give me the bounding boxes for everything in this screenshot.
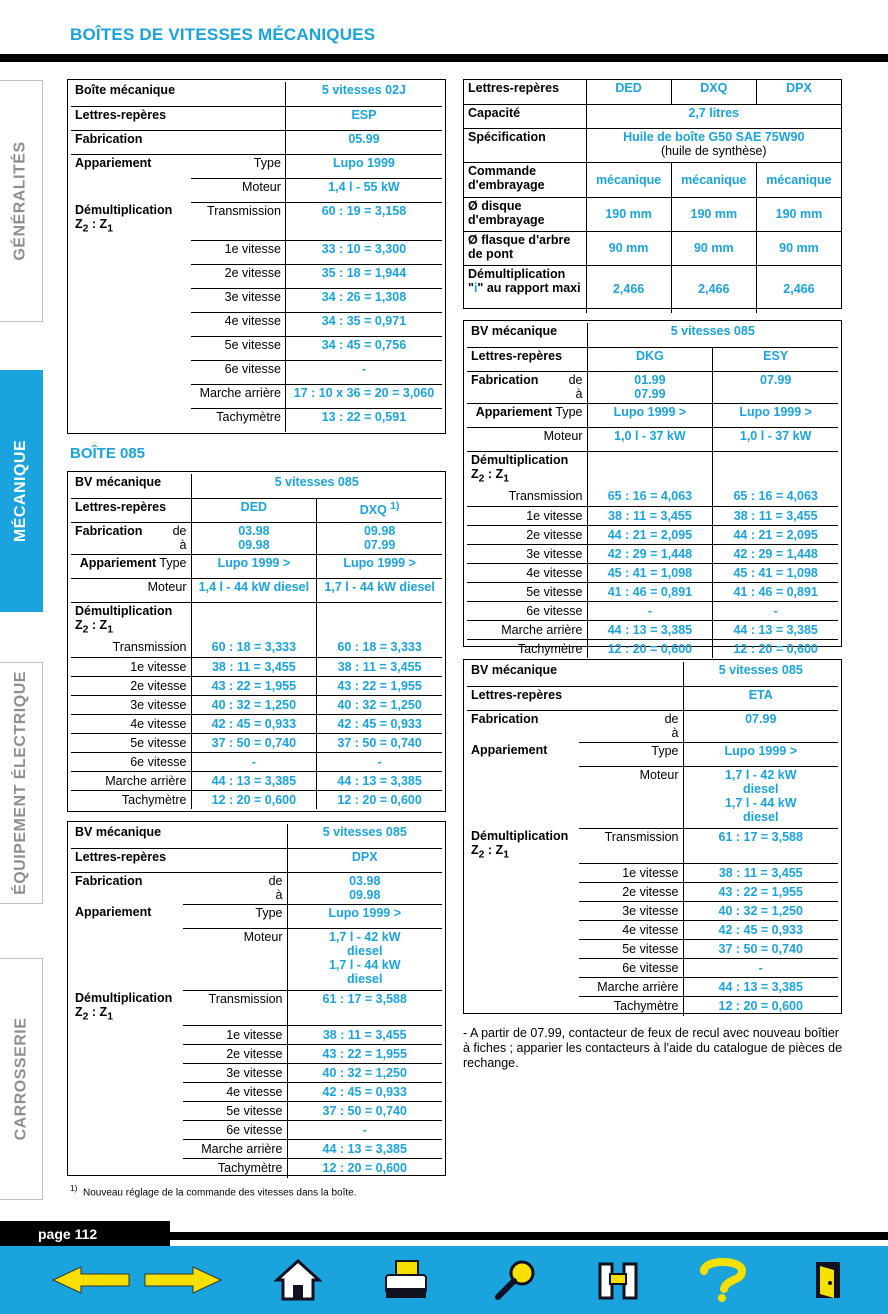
row-label: BV mécanique <box>467 662 683 686</box>
gear-label: Tachymètre <box>613 999 679 1013</box>
cell-value: mécanique <box>756 162 841 197</box>
cell-value: 1,4 l - 44 kW diesel <box>191 578 317 602</box>
row-sublabel: de à <box>183 872 287 904</box>
row-label: Fabrication <box>75 873 143 888</box>
table-085-ded-dxq <box>67 471 446 812</box>
home-icon[interactable] <box>270 1256 326 1304</box>
row-sublabel: Transmission <box>579 828 683 864</box>
cell-value: mécanique <box>671 162 756 197</box>
row-label <box>71 408 191 432</box>
row-label <box>71 264 191 288</box>
row-label: Démultiplication $Z_2$ : $Z_1$ <box>471 829 569 861</box>
row-label: BV mécanique <box>467 323 587 347</box>
gear-value: 60 : 18 = 3,333 <box>317 638 442 657</box>
row-label <box>71 1083 183 1102</box>
cell-value: 1,4 l - 55 kW <box>285 178 442 202</box>
gear-label: 2e vitesse <box>191 264 285 288</box>
cell-value: 90 mm <box>671 231 756 265</box>
tab-mecanique[interactable]: MÉCANIQUE <box>0 370 43 612</box>
cell-value: ETA <box>683 686 838 710</box>
cell-value: Huile de boîte G50 SAE 75W90 (huile de synthèse) <box>586 128 841 162</box>
gear-label: 3e vitesse <box>191 288 285 312</box>
gear-value: 33 : 10 = 3,300 <box>285 240 442 264</box>
gear-value: 12 : 20 = 0,600 <box>587 639 713 658</box>
row-label <box>467 978 579 997</box>
gear-value: 38 : 11 = 3,455 <box>587 506 713 525</box>
gear-value: 40 : 32 = 1,250 <box>317 695 442 714</box>
row-sublabel: Moteur <box>183 928 287 990</box>
section-title-085: BOÎTE 085 <box>70 445 146 462</box>
row-label: Fabrication de à <box>71 522 191 554</box>
row-label: Ø disque d'embrayage <box>464 197 586 231</box>
row-label: BV mécanique <box>71 824 287 848</box>
cell-value: 190 mm <box>671 197 756 231</box>
row-label: Appariement Type <box>467 403 587 427</box>
gear-value: 40 : 32 = 1,250 <box>191 695 317 714</box>
gear-label: 2e vitesse <box>467 525 587 544</box>
gear-label: 5e vitesse <box>71 733 191 752</box>
gear-value: - <box>287 1121 442 1140</box>
gear-label: 1e vitesse <box>467 506 587 525</box>
row-sublabel: Moteur <box>71 578 191 602</box>
row-label: Lettres-repères <box>467 347 587 371</box>
row-label: Démultiplication $Z_2$ : $Z_1$ <box>75 991 173 1023</box>
gear-value: 13 : 22 = 0,591 <box>285 408 442 432</box>
cell-value: Lupo 1999 <box>285 154 442 178</box>
gear-label: 1e vitesse <box>183 1026 287 1045</box>
gear-value: 42 : 29 = 1,448 <box>587 544 713 563</box>
gear-value: 38 : 11 = 3,455 <box>191 657 317 676</box>
cell-value: DED <box>191 498 317 522</box>
gear-value: - <box>587 601 713 620</box>
gear-label: 4e vitesse <box>467 563 587 582</box>
gear-label: 5e vitesse <box>579 940 683 959</box>
cell-value: DXQ $^{1)}$ <box>317 498 442 522</box>
gear-value: 44 : 21 = 2,095 <box>587 525 713 544</box>
gear-value: 37 : 50 = 0,740 <box>683 940 838 959</box>
row-label <box>71 336 191 360</box>
tab-carrosserie[interactable]: CARROSSERIE <box>0 958 43 1200</box>
cell-value: 90 mm <box>586 231 671 265</box>
cell-value: Lupo 1999 > <box>317 554 442 578</box>
cell-value <box>191 602 317 638</box>
cell-value <box>587 451 713 487</box>
cell-value: ESP <box>285 106 442 130</box>
gear-value: 43 : 22 = 1,955 <box>683 883 838 902</box>
cell-value: DPX <box>287 848 442 872</box>
row-label <box>71 288 191 312</box>
gear-label: Transmission <box>71 638 191 657</box>
row-label: Lettres-repères <box>464 80 586 104</box>
cell-value: mécanique <box>586 162 671 197</box>
cell-value: DKG <box>587 347 713 371</box>
gear-label: 5e vitesse <box>467 582 587 601</box>
row-sublabel: Type <box>579 742 683 766</box>
gear-value: 37 : 50 = 0,740 <box>287 1102 442 1121</box>
gear-label: 3e vitesse <box>579 902 683 921</box>
gear-value: 42 : 45 = 0,933 <box>287 1083 442 1102</box>
row-label: Fabrication <box>71 130 285 154</box>
row-label: Appariement <box>471 743 548 757</box>
gear-value: 44 : 13 = 3,385 <box>317 771 442 790</box>
gear-value: 34 : 26 = 1,308 <box>285 288 442 312</box>
printer-icon[interactable] <box>378 1256 434 1304</box>
cell-value: 5 vitesses 02J <box>285 82 442 106</box>
row-sublabel: Moteur <box>191 178 285 202</box>
gear-label: Marche arrière <box>579 978 683 997</box>
table-085-eta <box>463 659 842 1014</box>
gear-value: 12 : 20 = 0,600 <box>191 790 317 809</box>
cell-value: 2,7 litres <box>586 104 841 128</box>
row-label <box>71 1121 183 1140</box>
row-label: Lettres-repères <box>71 106 285 130</box>
row-label: Démultiplication $Z_2$ : $Z_1$ <box>75 603 173 635</box>
row-label: BV mécanique <box>71 474 191 498</box>
navigation-bar <box>0 1246 888 1314</box>
cell-value: 61 : 17 = 3,588 <box>287 990 442 1026</box>
row-sublabel: Transmission <box>191 202 285 240</box>
row-label <box>71 312 191 336</box>
gear-value: 42 : 45 = 0,933 <box>191 714 317 733</box>
gear-label: Tachymètre <box>121 792 187 807</box>
row-label <box>467 864 579 883</box>
gear-label: 3e vitesse <box>183 1064 287 1083</box>
cell-value: 5 vitesses 085 <box>683 662 838 686</box>
cell-value: 1,7 l - 42 kW diesel 1,7 l - 44 kW diesel <box>683 766 838 828</box>
gear-label: 3e vitesse <box>467 544 587 563</box>
gear-label: 4e vitesse <box>183 1083 287 1102</box>
row-label: Ø flasque d'arbre de pont <box>464 231 586 265</box>
cell-value: Lupo 1999 > <box>587 403 713 427</box>
row-sublabel: Type <box>183 904 287 928</box>
cell-value: Lupo 1999 > <box>683 742 838 766</box>
cell-value: 190 mm <box>756 197 841 231</box>
row-label <box>71 1140 183 1159</box>
gear-label: Marche arrière <box>191 384 285 408</box>
footnote: $^{1)}$ Nouveau réglage de la commande des vitesses dans la boîte. <box>70 1183 357 1199</box>
row-sublabel: Type <box>191 154 285 178</box>
cell-value: 60 : 19 = 3,158 <box>285 202 442 240</box>
row-label <box>467 959 579 978</box>
gear-label: 6e vitesse <box>579 959 683 978</box>
row-label: Fabrication <box>471 711 539 726</box>
cell-value: 09.98 07.99 <box>317 522 442 554</box>
row-label: Capacité <box>464 104 586 128</box>
gear-value: 37 : 50 = 0,740 <box>191 733 317 752</box>
gear-value: 40 : 32 = 1,250 <box>287 1064 442 1083</box>
help-icon[interactable] <box>690 1256 754 1304</box>
tab-generalites[interactable]: GÉNÉRALITÉS <box>0 80 43 322</box>
gear-value: 60 : 18 = 3,333 <box>191 638 317 657</box>
row-label <box>71 178 191 202</box>
gear-label: 6e vitesse <box>183 1121 287 1140</box>
row-label: Appariement Type <box>71 554 191 578</box>
row-label: Fabrication de à <box>467 371 587 403</box>
row-label <box>467 940 579 959</box>
gear-label: 4e vitesse <box>191 312 285 336</box>
gear-value: 43 : 22 = 1,955 <box>287 1045 442 1064</box>
row-label <box>467 883 579 902</box>
row-label: Spécification <box>464 128 586 162</box>
tab-equipement-electrique[interactable]: ÉQUIPEMENT ÉLECTRIQUE <box>0 662 43 904</box>
gear-value: 42 : 29 = 1,448 <box>713 544 838 563</box>
page-number: page 112 <box>0 1221 170 1247</box>
gear-label: 4e vitesse <box>579 921 683 940</box>
gear-value: 35 : 18 = 1,944 <box>285 264 442 288</box>
gear-value: 44 : 13 = 3,385 <box>587 620 713 639</box>
gear-value: 44 : 21 = 2,095 <box>713 525 838 544</box>
cell-value <box>713 451 838 487</box>
gear-value: 44 : 13 = 3,385 <box>713 620 838 639</box>
gear-label: 6e vitesse <box>71 752 191 771</box>
gear-label: 2e vitesse <box>579 883 683 902</box>
row-label: Commande d'embrayage <box>464 162 586 197</box>
cell-value: 2,466 <box>586 265 671 313</box>
gear-value: 65 : 16 = 4,063 <box>587 487 713 506</box>
gear-value: - <box>713 601 838 620</box>
gear-value: 42 : 45 = 0,933 <box>317 714 442 733</box>
gear-value: 44 : 13 = 3,385 <box>683 978 838 997</box>
cell-value: Lupo 1999 > <box>287 904 442 928</box>
gear-label: Tachymètre <box>517 641 583 656</box>
row-label: Lettres-repères <box>467 686 683 710</box>
search-icon[interactable] <box>488 1256 544 1304</box>
row-label: Lettres-repères <box>71 498 191 522</box>
gear-value: 44 : 13 = 3,385 <box>191 771 317 790</box>
cell-value: ESY <box>713 347 838 371</box>
row-label: Lettres-repères <box>71 848 287 872</box>
gear-value: 38 : 11 = 3,455 <box>713 506 838 525</box>
gear-label: 2e vitesse <box>183 1045 287 1064</box>
gear-label: 1e vitesse <box>71 657 191 676</box>
gear-value: 34 : 45 = 0,756 <box>285 336 442 360</box>
row-label: Démultiplication $Z_2$ : $Z_1$ <box>471 452 569 484</box>
cell-value: 07.99 <box>683 710 838 742</box>
gear-value: 37 : 50 = 0,740 <box>317 733 442 752</box>
cell-value: DED <box>586 80 671 104</box>
table-02j <box>67 79 446 434</box>
cell-value: 1,0 l - 37 kW <box>587 427 713 451</box>
cell-value: 190 mm <box>586 197 671 231</box>
cell-value: 03.98 09.98 <box>287 872 442 904</box>
gear-value: 41 : 46 = 0,891 <box>587 582 713 601</box>
gear-value: - <box>285 360 442 384</box>
row-label <box>71 360 191 384</box>
note-text: - A partir de 07.99, contacteur de feux de recul avec nouveau boîtier à fiches ; apparier les contacteurs à l'aide du catalogue de pièces de rechange. <box>463 1026 843 1070</box>
table-oil-specs <box>463 79 842 309</box>
gear-label: Marche arrière <box>467 620 587 639</box>
row-label <box>71 1026 183 1045</box>
gear-value: 12 : 20 = 0,600 <box>317 790 442 809</box>
cell-value: Lupo 1999 > <box>713 403 838 427</box>
gear-label: Transmission <box>467 487 587 506</box>
gear-value: 12 : 20 = 0,600 <box>287 1159 442 1178</box>
gear-label: 3e vitesse <box>71 695 191 714</box>
row-sublabel: Transmission <box>183 990 287 1026</box>
gear-label: 1e vitesse <box>579 864 683 883</box>
gear-label: 4e vitesse <box>71 714 191 733</box>
cell-value: 1,0 l - 37 kW <box>713 427 838 451</box>
row-label: Boîte mécanique <box>71 82 285 106</box>
arrow-left-icon[interactable] <box>50 1256 132 1304</box>
gear-value: - <box>683 959 838 978</box>
gear-value: 43 : 22 = 1,955 <box>317 676 442 695</box>
gear-value: - <box>191 752 317 771</box>
gear-value: 45 : 41 = 1,098 <box>713 563 838 582</box>
gear-value: 65 : 16 = 4,063 <box>713 487 838 506</box>
cell-value: 2,466 <box>756 265 841 313</box>
gear-value: 12 : 20 = 0,600 <box>683 997 838 1016</box>
row-label <box>467 921 579 940</box>
row-label: Appariement <box>75 905 152 919</box>
arrow-right-icon[interactable] <box>142 1256 224 1304</box>
cell-value: 07.99 <box>713 371 838 403</box>
cell-value: 61 : 17 = 3,588 <box>683 828 838 864</box>
cell-value: 03.98 09.98 <box>191 522 317 554</box>
gear-label: 1e vitesse <box>191 240 285 264</box>
gear-value: 40 : 32 = 1,250 <box>683 902 838 921</box>
cell-value: Lupo 1999 > <box>191 554 317 578</box>
gear-value: 42 : 45 = 0,933 <box>683 921 838 940</box>
exit-icon[interactable] <box>800 1256 856 1304</box>
gear-value: 43 : 22 = 1,955 <box>191 676 317 695</box>
row-label <box>71 1045 183 1064</box>
row-label <box>467 902 579 921</box>
gear-value: 17 : 10 x 36 = 20 = 3,060 <box>285 384 442 408</box>
cell-value: 5 vitesses 085 <box>191 474 442 498</box>
cell-value: 90 mm <box>756 231 841 265</box>
cell-value: 05.99 <box>285 130 442 154</box>
gear-label: 6e vitesse <box>467 601 587 620</box>
row-label <box>71 240 191 264</box>
gear-label: Marche arrière <box>183 1140 287 1159</box>
gear-value: 38 : 11 = 3,455 <box>287 1026 442 1045</box>
gear-label: Marche arrière <box>71 771 191 790</box>
row-label: Appariement <box>75 155 152 170</box>
row-label: Démultiplication $Z_2$ : $Z_1$ <box>75 203 173 235</box>
row-sublabel: Moteur <box>579 766 683 828</box>
cell-value: 1,7 l - 42 kW diesel 1,7 l - 44 kW diesel <box>287 928 442 990</box>
gear-value: 45 : 41 = 1,098 <box>587 563 713 582</box>
cell-value: 01.99 07.99 <box>587 371 713 403</box>
cell-value: 5 vitesses 085 <box>587 323 838 347</box>
row-label <box>467 997 579 1016</box>
gear-value: 41 : 46 = 0,891 <box>713 582 838 601</box>
table-085-dkg-esy <box>463 320 842 656</box>
cell-value: DXQ <box>671 80 756 104</box>
header-rule <box>0 54 888 62</box>
row-label <box>71 928 183 990</box>
page-title: BOÎTES DE VITESSES MÉCANIQUES <box>70 25 376 44</box>
row-label <box>71 384 191 408</box>
gear-value: - <box>317 752 442 771</box>
binoculars-icon[interactable] <box>590 1256 646 1304</box>
row-label: Démultiplication "i" au rapport maxi <box>468 266 581 295</box>
gear-value: 38 : 11 = 3,455 <box>317 657 442 676</box>
gear-value: 44 : 13 = 3,385 <box>287 1140 442 1159</box>
gear-label: 5e vitesse <box>183 1102 287 1121</box>
cell-value: 5 vitesses 085 <box>287 824 442 848</box>
gear-label: 2e vitesse <box>71 676 191 695</box>
row-sublabel: Moteur <box>467 427 587 451</box>
row-sublabel: de à <box>579 710 683 742</box>
gear-label: Tachymètre <box>216 409 281 424</box>
gear-label: 6e vitesse <box>191 360 285 384</box>
table-085-dpx <box>67 821 446 1176</box>
gear-value: 34 : 35 = 0,971 <box>285 312 442 336</box>
row-label <box>467 766 579 828</box>
cell-value: 2,466 <box>671 265 756 313</box>
cell-value <box>317 602 442 638</box>
gear-label: 5e vitesse <box>191 336 285 360</box>
gear-label: Tachymètre <box>217 1161 283 1175</box>
gear-value: 12 : 20 = 0,600 <box>713 639 838 658</box>
row-label <box>71 1064 183 1083</box>
cell-value: DPX <box>756 80 841 104</box>
row-label <box>71 1102 183 1121</box>
row-label <box>71 1159 183 1178</box>
cell-value: 1,7 l - 44 kW diesel <box>317 578 442 602</box>
gear-value: 38 : 11 = 3,455 <box>683 864 838 883</box>
